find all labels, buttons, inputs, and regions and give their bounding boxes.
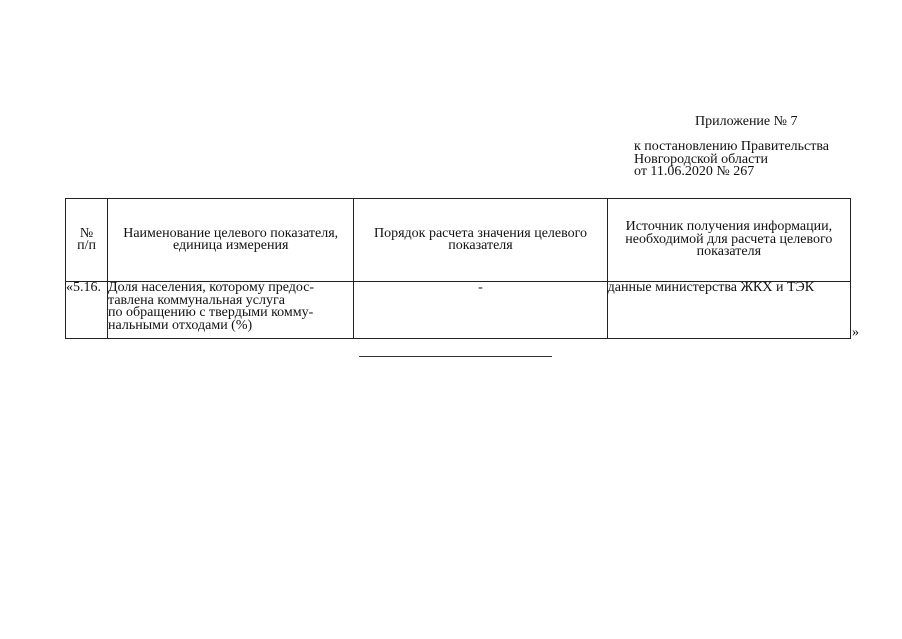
header-calc-line: показателя	[448, 238, 513, 253]
resolution-reference	[634, 141, 829, 179]
table-row	[66, 282, 851, 339]
resolution-line: к постановлению Правительства	[634, 139, 830, 154]
resolution-line: от 11.06.2020 № 267	[634, 164, 755, 179]
header-source	[607, 199, 850, 282]
end-divider-line	[359, 356, 552, 357]
header-calc	[354, 199, 607, 282]
table-header-row	[66, 199, 851, 282]
header-source-line: показателя	[696, 244, 762, 260]
header-source-line: необходимой для расчета целевого	[625, 231, 833, 247]
header-name	[108, 199, 354, 282]
target-indicators-table	[65, 198, 851, 339]
header-source-line: Источник получения информации,	[625, 219, 833, 235]
header-name-line: Наименование целевого показателя,	[123, 225, 339, 241]
row-info-source: данные министерства ЖКХ и ТЭК	[607, 282, 850, 339]
header-number	[66, 199, 108, 282]
closing-quote: »	[852, 325, 859, 340]
indicator-name-line: тавлена коммунальная услуга	[108, 292, 285, 308]
indicator-name-line: Доля населения, которому предос-	[108, 280, 315, 295]
indicator-name-line: по обращению с твердыми комму-	[108, 305, 314, 320]
indicator-name-line: нальными отходами (%)	[108, 317, 253, 333]
appendix-title: Приложение № 7	[695, 114, 798, 129]
header-name-line: единица измерения	[173, 238, 289, 253]
row-calc-method: -	[354, 282, 607, 339]
row-number: «5.16.	[66, 282, 108, 339]
row-indicator-name	[108, 282, 354, 339]
resolution-line: Новгородской области	[634, 151, 768, 167]
header-calc-line: Порядок расчета значения целевого	[373, 225, 588, 241]
header-number-line: №	[79, 225, 94, 241]
header-number-line: п/п	[77, 238, 96, 253]
